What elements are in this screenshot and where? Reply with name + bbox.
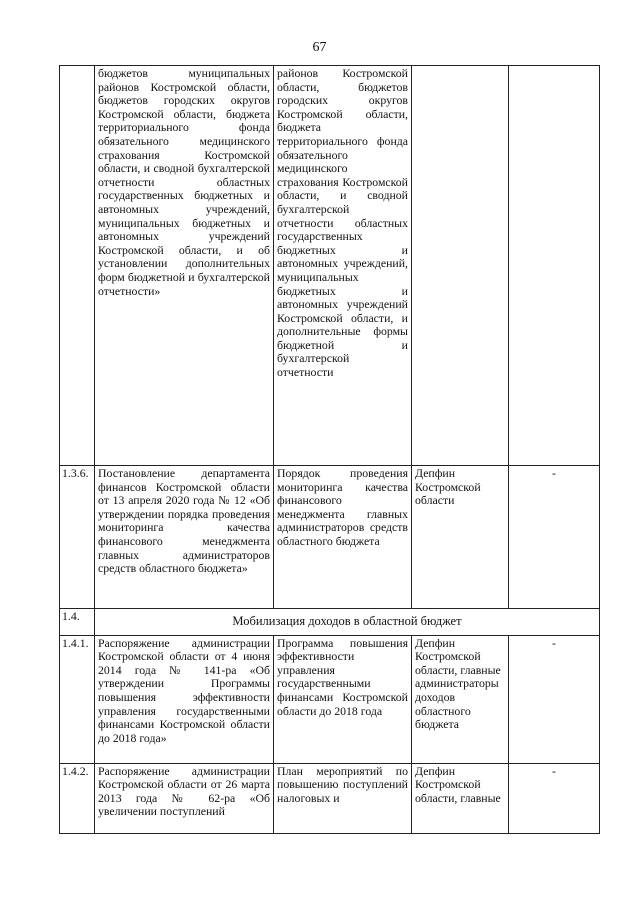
table-row — [60, 466, 600, 609]
row-number — [60, 66, 95, 466]
document-cell: Распоряжение администрации Костромской области от 26 марта 2013 года № 62-ра «Об увеличении поступлений — [95, 763, 274, 833]
section-row — [60, 609, 600, 636]
note-cell: - — [509, 763, 600, 833]
subject-cell: Порядок проведения мониторинга качества финансового менеджмента главных администраторов средств областного бюджета — [274, 466, 412, 609]
document-table — [59, 65, 600, 834]
document-cell: Распоряжение администрации Костромской области от 4 июня 2014 года № 141-ра «Об утверждении Программы повышения эффективности управления государственными финансами Костромской области до 2018 года» — [95, 635, 274, 763]
responsible-cell: Депфин Костромской области, главные — [412, 763, 509, 833]
row-number: 1.4.1. — [60, 635, 95, 763]
responsible-cell: Депфин Костромской области — [412, 466, 509, 609]
section-title: Мобилизация доходов в областной бюджет — [95, 609, 600, 636]
document-cell: Постановление департамента финансов Костромской области от 13 апреля 2020 года № 12 «Об утверждении порядка проведения мониторинга качества финансового менеджмента главных администраторов средств областного бюджета» — [95, 466, 274, 609]
subject-cell: План мероприятий по повышению поступлений налоговых и — [274, 763, 412, 833]
section-number: 1.4. — [60, 609, 95, 636]
note-cell — [509, 66, 600, 466]
row-number: 1.4.2. — [60, 763, 95, 833]
responsible-cell — [412, 66, 509, 466]
table-row — [60, 66, 600, 466]
subject-cell: районов Костромской области, бюджетов городских округов Костромской области, бюджета территориального фонда обязательного медицинского страхования Костромской области, и сводной бухгалтерской отчетности областных государственных бюджетных и автономных учреждений, муниципальных бюджетных и автономных учреждений Костромской области, и дополнительные формы бюджетной и бухгалтерской отчетности — [274, 66, 412, 466]
note-cell: - — [509, 466, 600, 609]
row-number: 1.3.6. — [60, 466, 95, 609]
subject-cell: Программа повышения эффективности управления государственными финансами Костромской области до 2018 года — [274, 635, 412, 763]
table-row — [60, 635, 600, 763]
responsible-cell: Депфин Костромской области, главные администраторы доходов областного бюджета — [412, 635, 509, 763]
table-row — [60, 763, 600, 833]
page-number: 67 — [312, 40, 327, 55]
note-cell: - — [509, 635, 600, 763]
document-cell: бюджетов муниципальных районов Костромской области, бюджетов городских округов Костромской области, бюджета территориального фонда обязательного медицинского страхования Костромской области, и сводной бухгалтерской отчетности областных государственных бюджетных и автономных учреждений, муниципальных бюджетных и автономных учреждений Костромской области, и об установлении дополнительных форм бюджетной и бухгалтерской отчетности» — [95, 66, 274, 466]
